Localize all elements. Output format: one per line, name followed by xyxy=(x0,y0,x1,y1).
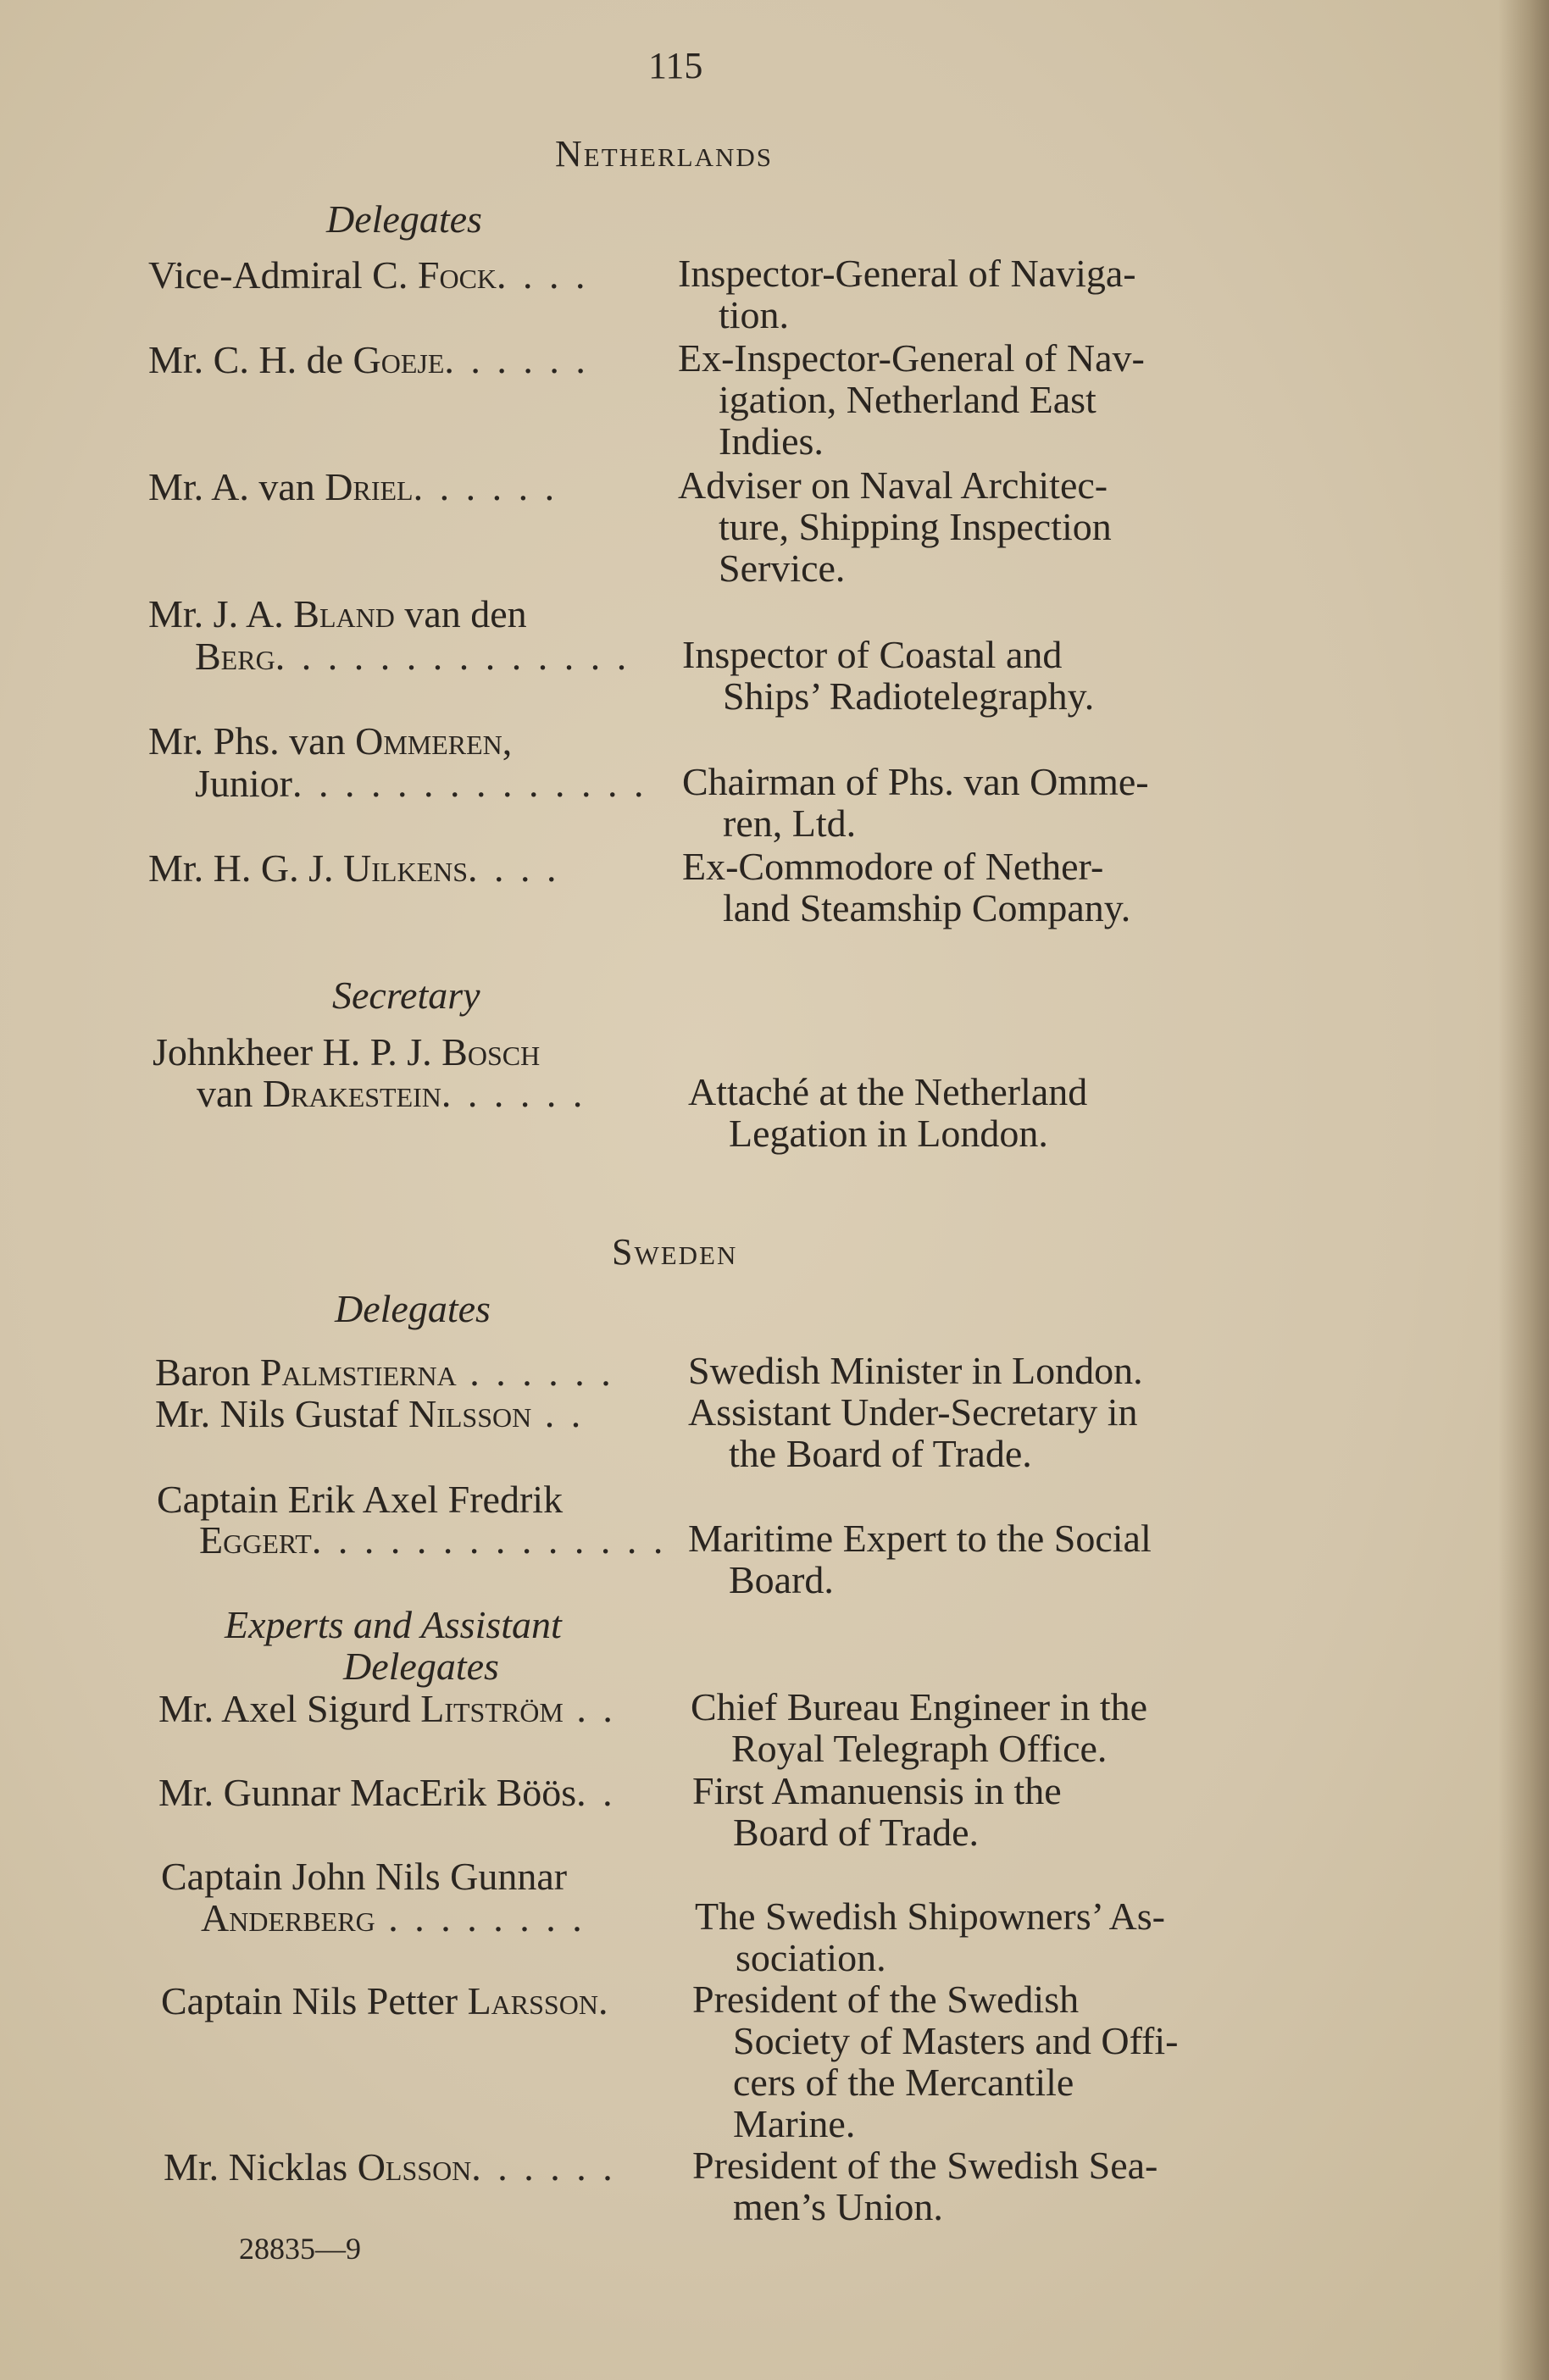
delegate-name: Mr. Nils Gustaf Nilsson . . xyxy=(155,1392,585,1435)
netherlands-secretary-label: Secretary xyxy=(332,974,480,1017)
delegate-name: Vice-Admiral C. Fock. . . . xyxy=(148,253,589,297)
delegate-role: Adviser on Naval Architec- ture, Shipping Inspection Service. xyxy=(678,463,1112,590)
printer-code: 28835—9 xyxy=(239,2232,361,2266)
delegate-role: Inspector-General of Naviga- tion. xyxy=(678,252,1136,336)
delegate-role: Swedish Minister in London. xyxy=(688,1349,1143,1392)
expert-name: Mr. Gunnar MacErik Böös. . xyxy=(158,1771,616,1814)
netherlands-delegates-label: Delegates xyxy=(326,197,482,241)
expert-name: Mr. Axel Sigurd Litström . . xyxy=(158,1687,616,1730)
expert-name: Mr. Nicklas Olsson. . . . . . xyxy=(164,2145,616,2189)
delegate-name: Captain Erik Axel Fredrik xyxy=(157,1478,564,1521)
delegate-role: Chairman of Phs. van Omme- ren, Ltd. xyxy=(682,760,1149,845)
secretary-name: Johnkheer H. P. J. Bosch xyxy=(153,1030,541,1073)
sweden-experts-label-continued: Delegates xyxy=(343,1645,499,1688)
delegate-name: Mr. A. van Driel. . . . . . xyxy=(148,465,558,508)
expert-role: President of the Swedish Sea- men’s Union. xyxy=(692,2144,1158,2228)
delegate-name: Mr. Phs. van Ommeren, xyxy=(148,719,513,763)
page-number: 115 xyxy=(648,45,703,86)
expert-name-continued: Anderberg . . . . . . . . xyxy=(201,1896,586,1939)
expert-role: First Amanuensis in the Board of Trade. xyxy=(692,1769,1062,1854)
delegate-name: Mr. J. A. Bland van den xyxy=(148,592,527,635)
section-heading-netherlands: Netherlands xyxy=(555,133,773,175)
expert-role: President of the Swedish Society of Masters and Offi- cers of the Mercantile Marine. xyxy=(692,1978,1179,2145)
delegate-name-continued: Eggert. . . . . . . . . . . . . . xyxy=(199,1518,667,1562)
section-heading-sweden: Sweden xyxy=(612,1231,738,1273)
delegate-name: Baron Palmstierna . . . . . . xyxy=(155,1351,614,1394)
expert-role: Chief Bureau Engineer in the Royal Telegraph Office. xyxy=(691,1685,1148,1770)
expert-name: Captain Nils Petter Larsson. xyxy=(161,1979,612,2022)
delegate-name-continued: Junior. . . . . . . . . . . . . . xyxy=(195,762,647,805)
delegate-name-continued: Berg. . . . . . . . . . . . . . xyxy=(195,635,630,678)
page-spine-shadow xyxy=(1498,0,1549,2380)
expert-role: The Swedish Shipowners’ As- sociation. xyxy=(695,1895,1165,1979)
delegate-role: Assistant Under-Secretary in the Board of Trade. xyxy=(688,1390,1138,1475)
sweden-experts-label: Experts and Assistant xyxy=(225,1603,562,1646)
delegate-role: Ex-Commodore of Nether- land Steamship Company. xyxy=(682,845,1131,929)
secretary-role: Attaché at the Netherland Legation in London. xyxy=(688,1070,1088,1155)
delegate-role: Maritime Expert to the Social Board. xyxy=(688,1517,1152,1601)
sweden-delegates-label: Delegates xyxy=(335,1287,491,1330)
delegate-name: Mr. H. G. J. Uilkens. . . . xyxy=(148,846,560,890)
expert-name: Captain John Nils Gunnar xyxy=(161,1855,568,1898)
delegate-name: Mr. C. H. de Goeje. . . . . . xyxy=(148,338,589,381)
delegate-role: Ex-Inspector-General of Nav- igation, Netherland East Indies. xyxy=(678,336,1145,463)
secretary-name-continued: van Drakestein. . . . . . xyxy=(197,1072,586,1115)
delegate-role: Inspector of Coastal and Ships’ Radiotelegraphy. xyxy=(682,633,1095,718)
